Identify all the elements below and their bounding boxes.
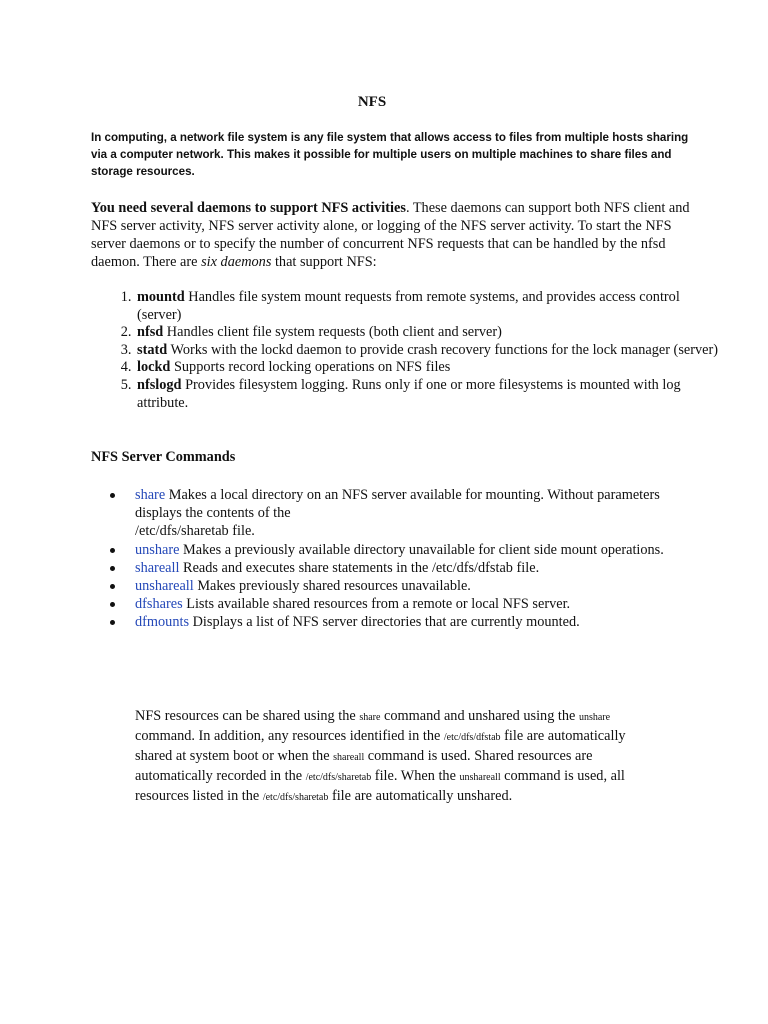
command-desc: Reads and executes share statements in the /etc/dfs/dfstab file. <box>179 559 540 576</box>
daemons-paragraph <box>91 199 691 271</box>
list-item <box>135 289 720 324</box>
list-item <box>135 613 695 631</box>
closing-text: file are automatically unshared. <box>328 788 513 804</box>
list-item <box>135 359 720 377</box>
daemons-text-end: that support NFS: <box>271 254 377 270</box>
command-desc: Displays a list of NFS server directories that are currently mounted. <box>189 614 580 631</box>
closing-text: command is used, all resources listed in the <box>135 768 625 804</box>
code-unshareall: unshareall <box>459 772 501 783</box>
command-link-dfmounts[interactable]: dfmounts <box>135 614 190 631</box>
closing-paragraph <box>135 707 665 807</box>
closing-text: command. In addition, any resources identified in the <box>135 728 444 744</box>
command-link-unshare[interactable]: unshare <box>135 541 180 558</box>
daemon-name: nfslogd <box>137 376 182 393</box>
code-share: share <box>359 712 381 723</box>
list-item <box>135 559 695 577</box>
commands-list <box>91 486 695 632</box>
closing-text: NFS resources can be shared using the <box>135 708 360 724</box>
daemons-lead: You need several daemons to support NFS activities <box>91 200 406 216</box>
daemon-name: mountd <box>137 289 185 305</box>
code-shareall: shareall <box>333 752 365 763</box>
code-dfstab-path: /etc/dfs/dfstab <box>443 732 501 743</box>
daemon-desc: Works with the lockd daemon to provide crash recovery functions for the lock manager (server) <box>167 341 719 358</box>
command-link-dfshares[interactable]: dfshares <box>135 596 183 613</box>
commands-heading: NFS Server Commands <box>91 449 236 465</box>
daemon-desc: Handles file system mount requests from remote systems, and provides access control (server) <box>137 289 680 323</box>
daemon-desc: Handles client file system requests (both client and server) <box>163 324 502 341</box>
daemons-list <box>91 289 720 412</box>
intro-paragraph: In computing, a network file system is any file system that allows access to files from multiple hosts sharing via a computer network. This makes it possible for multiple users on multiple machines to share files and storage resources. <box>91 131 689 178</box>
command-link-shareall[interactable]: shareall <box>135 559 180 576</box>
code-sharetab-path: /etc/dfs/sharetab <box>262 792 329 803</box>
daemon-name: nfsd <box>137 324 164 341</box>
list-item <box>135 324 720 342</box>
list-item <box>135 342 720 360</box>
daemons-text: . These daemons can support both NFS client and NFS server activity, NFS server activity alone, or logging of the NFS server activity. To start the NFS server daemons or to specify the number of concurrent NFS requests that can be handled by the nfsd daemon. There are <box>91 200 690 270</box>
page-title: NFS <box>357 94 387 110</box>
command-desc: Lists available shared resources from a remote or local NFS server. <box>182 596 571 613</box>
daemon-desc: Supports record locking operations on NFS files <box>170 359 451 376</box>
closing-text: file. When the <box>371 768 460 784</box>
command-desc: Makes a previously available directory unavailable for client side mount operations. <box>179 541 664 558</box>
daemon-name: lockd <box>137 359 171 376</box>
closing-text: command is used. Shared resources are automatically recorded in the <box>135 748 593 784</box>
command-link-unshareall[interactable]: unshareall <box>135 578 194 595</box>
daemon-name: statd <box>137 341 168 358</box>
command-desc: Makes a local directory on an NFS server available for mounting. Without parameters displays the contents of the <box>135 487 660 522</box>
code-sharetab-path: /etc/dfs/sharetab <box>305 772 372 783</box>
daemon-desc: Provides filesystem logging. Runs only if one or more filesystems is mounted with log attribute. <box>137 376 681 411</box>
code-unshare: unshare <box>578 712 611 723</box>
six-daemons-emphasis: six daemons <box>201 254 272 270</box>
closing-text: command and unshared using the <box>380 708 579 724</box>
list-item <box>135 577 695 595</box>
command-desc: Makes previously shared resources unavailable. <box>193 578 471 595</box>
command-desc-cont: /etc/dfs/sharetab file. <box>135 523 255 540</box>
list-item <box>135 377 720 412</box>
command-link-share[interactable]: share <box>135 487 166 503</box>
list-item <box>135 541 695 559</box>
list-item <box>135 486 695 541</box>
closing-text: file are automatically shared at system boot or when the <box>135 728 626 764</box>
list-item <box>135 595 695 613</box>
